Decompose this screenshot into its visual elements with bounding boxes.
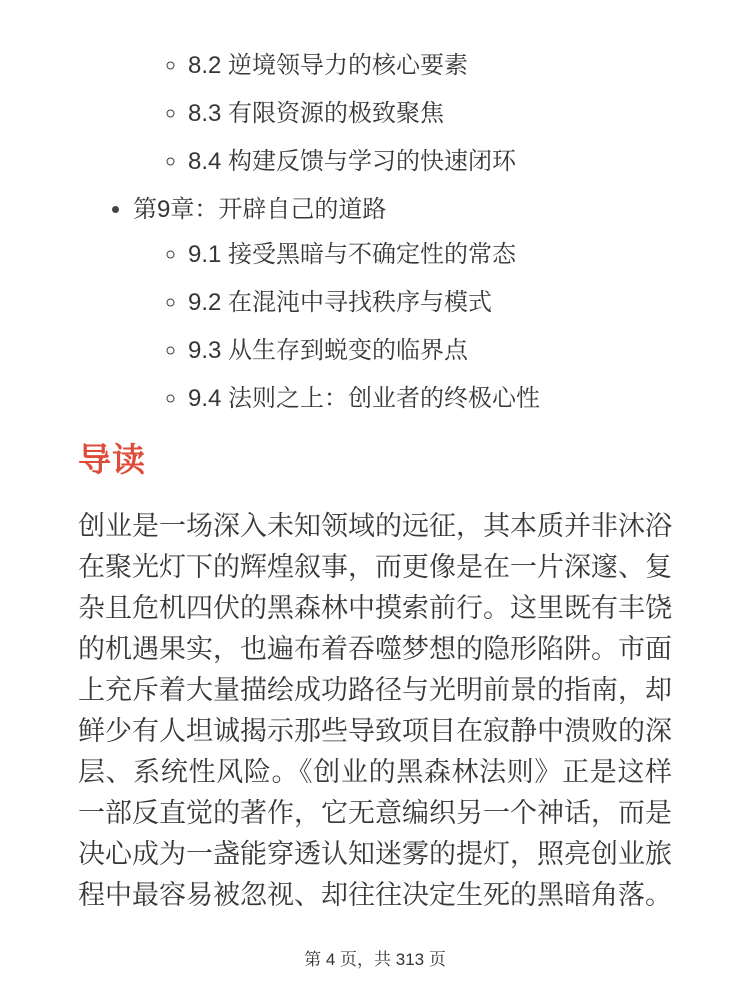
toc-chapter9-title: 第9章：开辟自己的道路 xyxy=(133,196,387,223)
toc-chapter9-list xyxy=(78,194,672,414)
toc-chapter9-sublist xyxy=(133,239,672,414)
toc-item-8-2: ◦ 8.2 逆境领导力的核心要素 xyxy=(188,50,672,81)
toc-item-8-4: ◦ 8.4 构建反馈与学习的快速闭环 xyxy=(188,146,672,177)
toc-item-9-2: ◦ 9.2 在混沌中寻找秩序与模式 xyxy=(188,287,672,318)
toc-chapter8-sublist xyxy=(78,50,672,177)
toc-item-9-1: ◦ 9.1 接受黑暗与不确定性的常态 xyxy=(188,239,672,270)
toc-item-9-3: ◦ 9.3 从生存到蜕变的临界点 xyxy=(188,335,672,366)
toc-item-9-4: ◦ 9.4 法则之上：创业者的终极心性 xyxy=(188,383,672,414)
page-number-indicator: 第 4 页，共 313 页 xyxy=(304,950,446,969)
toc-item-chapter-9 xyxy=(133,194,672,414)
section-heading-daodu: 导读 xyxy=(78,441,146,478)
toc-item-8-3: ◦ 8.3 有限资源的极致聚焦 xyxy=(188,98,672,129)
intro-paragraph: 创业是一场深入未知领域的远征，其本质并非沐浴在聚光灯下的辉煌叙事，而更像是在一片深邃、复杂且危机四伏的黑森林中摸索前行。这里既有丰饶的机遇果实，也遍布着吞噬梦想的隐形陷阱。市面上充斥着大量描绘成功路径与光明前景的指南，却鲜少有人坦诚揭示那些导致项目在寂静中溃败的深层、系统性风险。《创业的黑森林法则》正是这样一部反直觉的著作，它无意编织另一个神话，而是决心成为一盏能穿透认知迷雾的提灯，照亮创业旅程中最容易被忽视、却往往决定生死的黑暗角落。 xyxy=(78,511,672,910)
